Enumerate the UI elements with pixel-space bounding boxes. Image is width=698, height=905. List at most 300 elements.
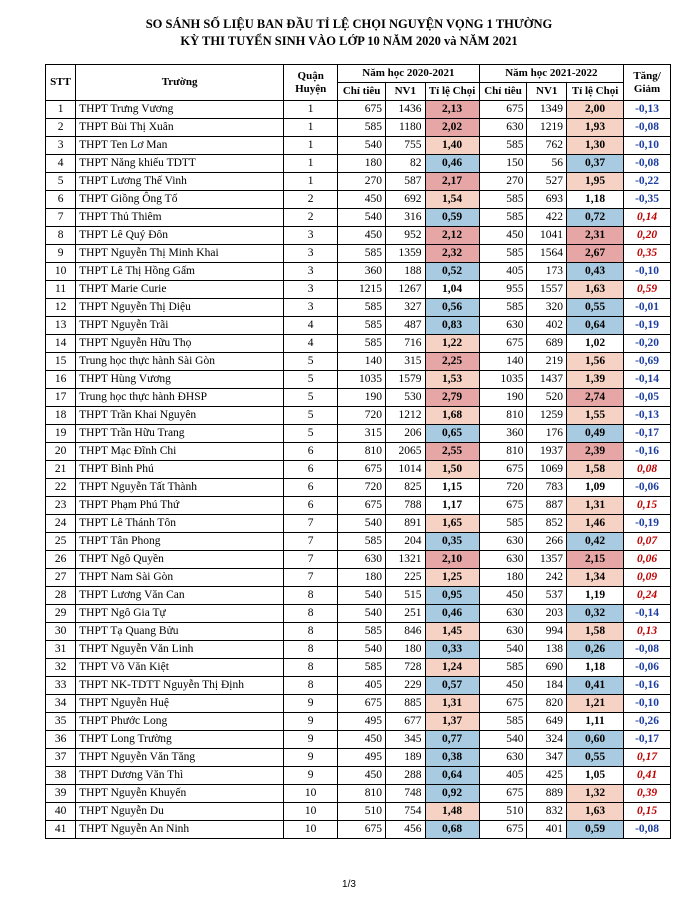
cell-ratio-2021: 1,31 bbox=[566, 497, 623, 515]
cell-stt: 15 bbox=[46, 353, 76, 371]
cell-ratio-2020: 1,65 bbox=[425, 515, 479, 533]
cell-quota-2020: 810 bbox=[338, 443, 386, 461]
table-row bbox=[46, 371, 671, 389]
cell-change: -0,10 bbox=[624, 137, 671, 155]
cell-quota-2020: 510 bbox=[338, 803, 386, 821]
table-row bbox=[46, 731, 671, 749]
cell-nv1-2021: 527 bbox=[527, 173, 567, 191]
cell-change: -0,13 bbox=[624, 101, 671, 119]
cell-nv1-2021: 994 bbox=[527, 623, 567, 641]
cell-nv1-2020: 2065 bbox=[386, 443, 426, 461]
cell-school: THPT Lê Thị Hồng Gấm bbox=[76, 263, 284, 281]
cell-school: THPT Năng khiếu TDTT bbox=[76, 155, 284, 173]
cell-change: -0,35 bbox=[624, 191, 671, 209]
cell-ratio-2020: 1,31 bbox=[425, 695, 479, 713]
cell-stt: 3 bbox=[46, 137, 76, 155]
header-stt: STT bbox=[46, 65, 76, 101]
cell-stt: 39 bbox=[46, 785, 76, 803]
cell-quota-2020: 720 bbox=[338, 479, 386, 497]
cell-change: -0,08 bbox=[624, 119, 671, 137]
cell-change: -0,17 bbox=[624, 731, 671, 749]
cell-stt: 40 bbox=[46, 803, 76, 821]
table-row bbox=[46, 191, 671, 209]
cell-quota-2020: 140 bbox=[338, 353, 386, 371]
page-number: 1/3 bbox=[342, 879, 356, 890]
header-quota-2020: Chỉ tiêu bbox=[338, 83, 386, 101]
cell-school: THPT Mạc Đĩnh Chi bbox=[76, 443, 284, 461]
header-nv1-2021: NV1 bbox=[527, 83, 567, 101]
table-row bbox=[46, 173, 671, 191]
cell-ratio-2021: 1,95 bbox=[566, 173, 623, 191]
cell-school: THPT Nguyễn Khuyến bbox=[76, 785, 284, 803]
cell-district: 2 bbox=[284, 209, 338, 227]
cell-quota-2021: 190 bbox=[479, 389, 527, 407]
cell-nv1-2020: 677 bbox=[386, 713, 426, 731]
cell-quota-2020: 810 bbox=[338, 785, 386, 803]
cell-quota-2020: 360 bbox=[338, 263, 386, 281]
cell-nv1-2021: 1219 bbox=[527, 119, 567, 137]
cell-ratio-2020: 1,53 bbox=[425, 371, 479, 389]
cell-change: -0,69 bbox=[624, 353, 671, 371]
cell-change: -0,06 bbox=[624, 659, 671, 677]
cell-ratio-2021: 0,32 bbox=[566, 605, 623, 623]
cell-nv1-2020: 748 bbox=[386, 785, 426, 803]
cell-ratio-2021: 1,39 bbox=[566, 371, 623, 389]
cell-nv1-2021: 1349 bbox=[527, 101, 567, 119]
cell-district: 3 bbox=[284, 245, 338, 263]
cell-quota-2021: 585 bbox=[479, 515, 527, 533]
cell-ratio-2021: 0,42 bbox=[566, 533, 623, 551]
cell-stt: 32 bbox=[46, 659, 76, 677]
cell-district: 3 bbox=[284, 227, 338, 245]
cell-nv1-2020: 456 bbox=[386, 821, 426, 839]
cell-nv1-2020: 755 bbox=[386, 137, 426, 155]
cell-quota-2021: 585 bbox=[479, 191, 527, 209]
cell-ratio-2021: 0,72 bbox=[566, 209, 623, 227]
cell-ratio-2020: 1,54 bbox=[425, 191, 479, 209]
cell-stt: 21 bbox=[46, 461, 76, 479]
cell-change: -0,08 bbox=[624, 641, 671, 659]
table-row bbox=[46, 281, 671, 299]
cell-nv1-2020: 1212 bbox=[386, 407, 426, 425]
cell-stt: 27 bbox=[46, 569, 76, 587]
table-row bbox=[46, 713, 671, 731]
cell-nv1-2021: 324 bbox=[527, 731, 567, 749]
cell-stt: 24 bbox=[46, 515, 76, 533]
cell-stt: 16 bbox=[46, 371, 76, 389]
cell-ratio-2021: 0,59 bbox=[566, 821, 623, 839]
cell-school: THPT Ten Lơ Man bbox=[76, 137, 284, 155]
cell-school: Trung học thực hành ĐHSP bbox=[76, 389, 284, 407]
table-row bbox=[46, 641, 671, 659]
cell-quota-2020: 585 bbox=[338, 623, 386, 641]
cell-school: THPT Trần Khai Nguyên bbox=[76, 407, 284, 425]
cell-nv1-2020: 1359 bbox=[386, 245, 426, 263]
cell-nv1-2021: 401 bbox=[527, 821, 567, 839]
cell-quota-2020: 180 bbox=[338, 155, 386, 173]
table-row bbox=[46, 101, 671, 119]
cell-quota-2021: 450 bbox=[479, 677, 527, 695]
cell-stt: 2 bbox=[46, 119, 76, 137]
cell-ratio-2020: 0,56 bbox=[425, 299, 479, 317]
cell-ratio-2020: 1,15 bbox=[425, 479, 479, 497]
cell-school: THPT Võ Văn Kiệt bbox=[76, 659, 284, 677]
cell-ratio-2021: 0,41 bbox=[566, 677, 623, 695]
cell-quota-2020: 495 bbox=[338, 713, 386, 731]
cell-quota-2020: 585 bbox=[338, 245, 386, 263]
document-title-line-1: SO SÁNH SỐ LIỆU BAN ĐẦU TỈ LỆ CHỌI NGUYỆN VỌNG 1 THƯỜNG bbox=[145, 17, 553, 31]
cell-district: 5 bbox=[284, 353, 338, 371]
cell-ratio-2021: 0,60 bbox=[566, 731, 623, 749]
cell-district: 9 bbox=[284, 713, 338, 731]
cell-nv1-2021: 693 bbox=[527, 191, 567, 209]
cell-nv1-2020: 716 bbox=[386, 335, 426, 353]
cell-school: THPT Lê Quý Đôn bbox=[76, 227, 284, 245]
cell-district: 5 bbox=[284, 425, 338, 443]
table-row bbox=[46, 767, 671, 785]
table-row bbox=[46, 821, 671, 839]
cell-district: 1 bbox=[284, 155, 338, 173]
cell-ratio-2021: 1,11 bbox=[566, 713, 623, 731]
cell-stt: 5 bbox=[46, 173, 76, 191]
header-school: Trường bbox=[76, 65, 284, 101]
cell-ratio-2020: 2,12 bbox=[425, 227, 479, 245]
cell-school: THPT Nguyễn Du bbox=[76, 803, 284, 821]
cell-district: 9 bbox=[284, 731, 338, 749]
cell-ratio-2020: 2,13 bbox=[425, 101, 479, 119]
cell-ratio-2020: 1,37 bbox=[425, 713, 479, 731]
cell-ratio-2021: 0,43 bbox=[566, 263, 623, 281]
cell-quota-2021: 585 bbox=[479, 245, 527, 263]
cell-quota-2020: 585 bbox=[338, 533, 386, 551]
cell-change: -0,19 bbox=[624, 317, 671, 335]
cell-school: THPT Dương Văn Thì bbox=[76, 767, 284, 785]
cell-quota-2020: 1035 bbox=[338, 371, 386, 389]
cell-ratio-2021: 1,58 bbox=[566, 623, 623, 641]
cell-quota-2020: 315 bbox=[338, 425, 386, 443]
table-row bbox=[46, 137, 671, 155]
cell-ratio-2021: 0,64 bbox=[566, 317, 623, 335]
cell-quota-2020: 585 bbox=[338, 119, 386, 137]
cell-district: 9 bbox=[284, 749, 338, 767]
cell-district: 5 bbox=[284, 389, 338, 407]
cell-stt: 23 bbox=[46, 497, 76, 515]
cell-district: 9 bbox=[284, 695, 338, 713]
table-row bbox=[46, 461, 671, 479]
cell-change: 0,20 bbox=[624, 227, 671, 245]
table-row bbox=[46, 569, 671, 587]
cell-nv1-2020: 251 bbox=[386, 605, 426, 623]
cell-nv1-2020: 754 bbox=[386, 803, 426, 821]
cell-stt: 33 bbox=[46, 677, 76, 695]
cell-ratio-2021: 1,05 bbox=[566, 767, 623, 785]
cell-district: 8 bbox=[284, 677, 338, 695]
cell-nv1-2021: 1937 bbox=[527, 443, 567, 461]
cell-nv1-2020: 345 bbox=[386, 731, 426, 749]
table-header bbox=[46, 65, 671, 101]
cell-district: 8 bbox=[284, 641, 338, 659]
cell-change: 0,59 bbox=[624, 281, 671, 299]
cell-stt: 25 bbox=[46, 533, 76, 551]
table-row bbox=[46, 119, 671, 137]
cell-ratio-2020: 2,02 bbox=[425, 119, 479, 137]
cell-nv1-2021: 649 bbox=[527, 713, 567, 731]
cell-quota-2021: 630 bbox=[479, 551, 527, 569]
cell-nv1-2020: 1321 bbox=[386, 551, 426, 569]
cell-school: THPT NK-TDTT Nguyễn Thị Định bbox=[76, 677, 284, 695]
cell-quota-2021: 405 bbox=[479, 263, 527, 281]
cell-ratio-2020: 1,17 bbox=[425, 497, 479, 515]
cell-nv1-2020: 891 bbox=[386, 515, 426, 533]
cell-change: -0,05 bbox=[624, 389, 671, 407]
cell-ratio-2021: 1,19 bbox=[566, 587, 623, 605]
cell-stt: 10 bbox=[46, 263, 76, 281]
cell-quota-2020: 540 bbox=[338, 641, 386, 659]
cell-stt: 12 bbox=[46, 299, 76, 317]
cell-ratio-2020: 1,22 bbox=[425, 335, 479, 353]
cell-school: THPT Nguyễn Văn Tăng bbox=[76, 749, 284, 767]
cell-quota-2020: 450 bbox=[338, 731, 386, 749]
cell-nv1-2020: 206 bbox=[386, 425, 426, 443]
cell-quota-2021: 810 bbox=[479, 443, 527, 461]
cell-change: 0,08 bbox=[624, 461, 671, 479]
cell-quota-2021: 585 bbox=[479, 137, 527, 155]
cell-ratio-2021: 1,55 bbox=[566, 407, 623, 425]
header-nv1-2020: NV1 bbox=[386, 83, 426, 101]
cell-nv1-2021: 422 bbox=[527, 209, 567, 227]
cell-stt: 34 bbox=[46, 695, 76, 713]
table-row bbox=[46, 551, 671, 569]
cell-school: THPT Ngô Gia Tự bbox=[76, 605, 284, 623]
cell-quota-2021: 630 bbox=[479, 623, 527, 641]
cell-nv1-2021: 203 bbox=[527, 605, 567, 623]
cell-ratio-2020: 0,33 bbox=[425, 641, 479, 659]
cell-quota-2021: 630 bbox=[479, 749, 527, 767]
cell-ratio-2020: 2,55 bbox=[425, 443, 479, 461]
cell-quota-2020: 675 bbox=[338, 821, 386, 839]
cell-nv1-2021: 690 bbox=[527, 659, 567, 677]
header-year-2021: Năm học 2021-2022 bbox=[479, 65, 624, 83]
cell-nv1-2021: 1437 bbox=[527, 371, 567, 389]
cell-quota-2020: 540 bbox=[338, 137, 386, 155]
cell-ratio-2020: 1,68 bbox=[425, 407, 479, 425]
cell-quota-2020: 450 bbox=[338, 227, 386, 245]
cell-district: 1 bbox=[284, 101, 338, 119]
cell-school: THPT Thủ Thiêm bbox=[76, 209, 284, 227]
header-district: Quận Huyện bbox=[284, 65, 338, 101]
cell-ratio-2020: 0,68 bbox=[425, 821, 479, 839]
cell-stt: 22 bbox=[46, 479, 76, 497]
cell-nv1-2021: 820 bbox=[527, 695, 567, 713]
cell-change: 0,15 bbox=[624, 497, 671, 515]
cell-quota-2020: 585 bbox=[338, 317, 386, 335]
cell-nv1-2020: 225 bbox=[386, 569, 426, 587]
cell-stt: 9 bbox=[46, 245, 76, 263]
cell-ratio-2020: 0,46 bbox=[425, 605, 479, 623]
cell-quota-2020: 540 bbox=[338, 605, 386, 623]
cell-district: 1 bbox=[284, 119, 338, 137]
cell-quota-2020: 1215 bbox=[338, 281, 386, 299]
cell-school: THPT Nguyễn Trãi bbox=[76, 317, 284, 335]
cell-stt: 28 bbox=[46, 587, 76, 605]
cell-change: -0,01 bbox=[624, 299, 671, 317]
cell-nv1-2020: 288 bbox=[386, 767, 426, 785]
cell-quota-2020: 585 bbox=[338, 659, 386, 677]
cell-quota-2021: 540 bbox=[479, 731, 527, 749]
cell-change: 0,17 bbox=[624, 749, 671, 767]
cell-nv1-2021: 783 bbox=[527, 479, 567, 497]
cell-stt: 19 bbox=[46, 425, 76, 443]
cell-ratio-2021: 1,32 bbox=[566, 785, 623, 803]
cell-district: 3 bbox=[284, 299, 338, 317]
cell-quota-2020: 540 bbox=[338, 515, 386, 533]
cell-quota-2021: 1035 bbox=[479, 371, 527, 389]
cell-change: -0,06 bbox=[624, 479, 671, 497]
cell-quota-2021: 180 bbox=[479, 569, 527, 587]
cell-quota-2020: 675 bbox=[338, 101, 386, 119]
cell-ratio-2020: 0,92 bbox=[425, 785, 479, 803]
table-row bbox=[46, 443, 671, 461]
table-row bbox=[46, 263, 671, 281]
cell-ratio-2021: 2,74 bbox=[566, 389, 623, 407]
cell-quota-2020: 180 bbox=[338, 569, 386, 587]
cell-nv1-2020: 885 bbox=[386, 695, 426, 713]
cell-quota-2021: 675 bbox=[479, 497, 527, 515]
cell-nv1-2020: 1180 bbox=[386, 119, 426, 137]
cell-nv1-2021: 219 bbox=[527, 353, 567, 371]
cell-nv1-2021: 320 bbox=[527, 299, 567, 317]
cell-nv1-2021: 402 bbox=[527, 317, 567, 335]
cell-nv1-2021: 889 bbox=[527, 785, 567, 803]
cell-quota-2021: 140 bbox=[479, 353, 527, 371]
cell-district: 2 bbox=[284, 191, 338, 209]
cell-school: THPT Nguyễn Hữu Thọ bbox=[76, 335, 284, 353]
cell-stt: 31 bbox=[46, 641, 76, 659]
cell-school: THPT Giồng Ông Tố bbox=[76, 191, 284, 209]
cell-district: 1 bbox=[284, 137, 338, 155]
cell-change: -0,10 bbox=[624, 695, 671, 713]
cell-ratio-2020: 1,45 bbox=[425, 623, 479, 641]
cell-quota-2021: 630 bbox=[479, 317, 527, 335]
cell-district: 8 bbox=[284, 605, 338, 623]
cell-ratio-2021: 1,18 bbox=[566, 659, 623, 677]
cell-change: -0,19 bbox=[624, 515, 671, 533]
cell-school: THPT Tạ Quang Bửu bbox=[76, 623, 284, 641]
table-row bbox=[46, 479, 671, 497]
cell-change: 0,14 bbox=[624, 209, 671, 227]
cell-change: 0,39 bbox=[624, 785, 671, 803]
cell-ratio-2021: 0,26 bbox=[566, 641, 623, 659]
table-row bbox=[46, 749, 671, 767]
cell-ratio-2021: 2,31 bbox=[566, 227, 623, 245]
cell-district: 3 bbox=[284, 263, 338, 281]
cell-change: -0,14 bbox=[624, 605, 671, 623]
cell-nv1-2021: 56 bbox=[527, 155, 567, 173]
table-row bbox=[46, 335, 671, 353]
cell-nv1-2021: 537 bbox=[527, 587, 567, 605]
cell-quota-2021: 810 bbox=[479, 407, 527, 425]
cell-ratio-2020: 0,46 bbox=[425, 155, 479, 173]
cell-nv1-2021: 762 bbox=[527, 137, 567, 155]
cell-change: -0,10 bbox=[624, 263, 671, 281]
cell-quota-2021: 675 bbox=[479, 335, 527, 353]
cell-district: 7 bbox=[284, 533, 338, 551]
cell-district: 5 bbox=[284, 371, 338, 389]
cell-quota-2021: 675 bbox=[479, 461, 527, 479]
table-row bbox=[46, 515, 671, 533]
cell-quota-2020: 585 bbox=[338, 299, 386, 317]
cell-school: THPT Nguyễn Huệ bbox=[76, 695, 284, 713]
cell-school: THPT Ngô Quyền bbox=[76, 551, 284, 569]
cell-quota-2021: 955 bbox=[479, 281, 527, 299]
table-row bbox=[46, 389, 671, 407]
cell-district: 5 bbox=[284, 407, 338, 425]
cell-ratio-2021: 1,46 bbox=[566, 515, 623, 533]
table-row bbox=[46, 155, 671, 173]
cell-ratio-2021: 2,15 bbox=[566, 551, 623, 569]
cell-school: THPT Nguyễn Văn Linh bbox=[76, 641, 284, 659]
cell-change: 0,35 bbox=[624, 245, 671, 263]
cell-quota-2021: 450 bbox=[479, 227, 527, 245]
cell-change: 0,07 bbox=[624, 533, 671, 551]
cell-district: 8 bbox=[284, 659, 338, 677]
cell-quota-2020: 450 bbox=[338, 191, 386, 209]
cell-school: THPT Phước Long bbox=[76, 713, 284, 731]
cell-quota-2020: 630 bbox=[338, 551, 386, 569]
cell-nv1-2020: 180 bbox=[386, 641, 426, 659]
table-row bbox=[46, 695, 671, 713]
cell-quota-2021: 675 bbox=[479, 101, 527, 119]
cell-ratio-2020: 1,40 bbox=[425, 137, 479, 155]
cell-nv1-2020: 788 bbox=[386, 497, 426, 515]
cell-nv1-2020: 728 bbox=[386, 659, 426, 677]
table-row bbox=[46, 785, 671, 803]
cell-ratio-2021: 1,30 bbox=[566, 137, 623, 155]
cell-ratio-2021: 1,02 bbox=[566, 335, 623, 353]
cell-quota-2021: 630 bbox=[479, 533, 527, 551]
cell-nv1-2021: 1557 bbox=[527, 281, 567, 299]
cell-change: 0,15 bbox=[624, 803, 671, 821]
cell-quota-2020: 540 bbox=[338, 209, 386, 227]
cell-ratio-2020: 2,17 bbox=[425, 173, 479, 191]
cell-school: THPT Nguyễn An Ninh bbox=[76, 821, 284, 839]
table-row bbox=[46, 425, 671, 443]
cell-district: 1 bbox=[284, 173, 338, 191]
cell-quota-2020: 270 bbox=[338, 173, 386, 191]
cell-change: -0,22 bbox=[624, 173, 671, 191]
cell-ratio-2021: 0,55 bbox=[566, 299, 623, 317]
table-row bbox=[46, 407, 671, 425]
cell-nv1-2020: 952 bbox=[386, 227, 426, 245]
cell-stt: 8 bbox=[46, 227, 76, 245]
cell-district: 7 bbox=[284, 551, 338, 569]
cell-nv1-2020: 316 bbox=[386, 209, 426, 227]
cell-ratio-2021: 0,55 bbox=[566, 749, 623, 767]
cell-ratio-2021: 1,09 bbox=[566, 479, 623, 497]
cell-change: -0,16 bbox=[624, 443, 671, 461]
cell-quota-2020: 585 bbox=[338, 335, 386, 353]
cell-nv1-2020: 189 bbox=[386, 749, 426, 767]
cell-stt: 35 bbox=[46, 713, 76, 731]
cell-nv1-2020: 327 bbox=[386, 299, 426, 317]
cell-district: 10 bbox=[284, 821, 338, 839]
cell-nv1-2020: 587 bbox=[386, 173, 426, 191]
cell-ratio-2020: 1,48 bbox=[425, 803, 479, 821]
cell-change: 0,24 bbox=[624, 587, 671, 605]
cell-ratio-2021: 1,93 bbox=[566, 119, 623, 137]
cell-ratio-2021: 1,34 bbox=[566, 569, 623, 587]
cell-school: Trung học thực hành Sài Gòn bbox=[76, 353, 284, 371]
